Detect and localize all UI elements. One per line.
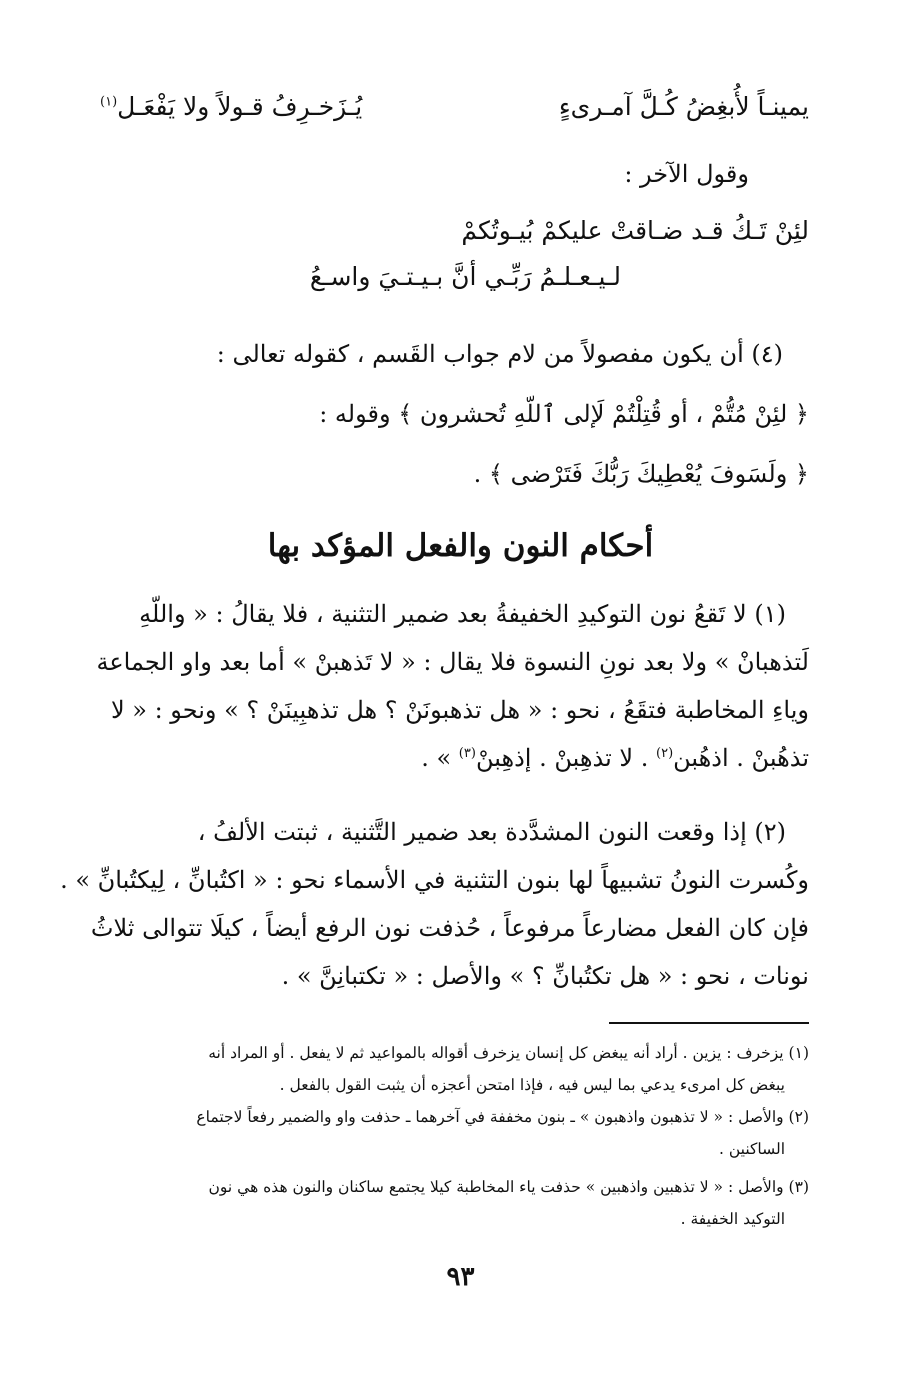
para2-line3: فإن كان الفعل مضارعاً مرفوعاً ، حُذفت نون الرفع أيضاً ، كيلَا تتوالى ثلاثُ [90, 914, 809, 942]
footnote-separator [609, 1022, 809, 1024]
footnote-1-line2: يبغض كل امرىء يدعي بما ليس فيه ، فإذا امتحن أعجزه أن يثبت القول بالفعل . [279, 1076, 785, 1094]
footnote-3-line1: (٣) والأصل : « لا تذهبين واذهبين » حذفت ياء المخاطبة كيلا يجتمع ساكنان والنون هذه هي نون [208, 1178, 809, 1196]
section-heading: أحكام النون والفعل المؤكد بها [267, 528, 654, 564]
footnote-1-line1: (١) يزخرف : يزين . أراد أنه يبغض كل إنسان يزخرف أقواله بالمواعيد ثم لا يفعل . أو المراد أنه [208, 1044, 809, 1062]
poem2-hemistich-b: لـيـعـلـمُ رَبِّـي أنَّ بـيـتـيَ واسـعُ [309, 262, 621, 291]
footnote-ref-3: (٣) [458, 746, 476, 761]
para1-line4: تذهُبنْ . اذهُبن$^{(٢)}$ . لا تذهِبنْ . إذهِبنْ$^{(٣)}$ » . [421, 744, 809, 772]
intro-other: وقول الآخر : [624, 160, 749, 188]
rule4-line1: (٤) أن يكون مفصولاً من لام جواب القَسم ، كقوله تعالى : [216, 340, 783, 368]
para2-line2: وكُسرت النونُ تشبيهاً لها بنون التثنية في الأسماء نحو : « اكتُبانِّ ، لِيكتُبانِّ » . [60, 866, 809, 894]
para1-line1: (١) لا تَقعُ نون التوكيدِ الخفيفةُ بعد ضمير التثنية ، فلا يقالُ : « واللّهِ [139, 600, 786, 628]
footnote-ref-1: (١) [100, 94, 118, 110]
para2-line1: (٢) إذا وقعت النون المشدَّدة بعد ضمير التَّثنية ، ثبتت الألفُ ، [197, 818, 786, 846]
poem1-hemistich-b: يُـزَخـرِفُ قـولاً ولا يَفْعَـل$^{(١)}$ [100, 92, 363, 121]
page-number: ٩٣ [446, 1262, 475, 1292]
footnote-2-line2: الساكنين . [719, 1140, 785, 1158]
para1-line2: لَتذهبانْ » ولا بعد نونِ النسوة فلا يقال : « لا تَذهبنْ » أما بعد واو الجماعة [96, 648, 809, 676]
poem1-hemistich-a: يمينـاً لأُبغِضُ كُـلَّ آمـرىءٍ [558, 92, 809, 121]
para1-line3: وياءِ المخاطبة فتقَعُ ، نحو : « هل تذهبونَنْ ؟ هل تذهبِينَنْ ؟ » ونحو : « لا [110, 696, 809, 724]
footnote-ref-2: (٢) [656, 746, 674, 761]
para2-line4: نونات ، نحو : « هل تكتُبانِّ ؟ » والأصل : « تكتبانِنَّ » . [281, 962, 809, 990]
rule4-line3: ﴿ ولَسَوفَ يُعْطِيكَ رَبُّكَ فَتَرْضى ﴾ . [473, 460, 809, 488]
poem2-hemistich-a: لئِنْ تَـكُ قـد ضـاقتْ عليكمْ بُيـوتُكمْ [461, 216, 809, 245]
footnote-2-line1: (٢) والأصل : « لا تذهبون واذهبون » ـ بنون مخففة في آخرهما ـ حذفت واو والضمير رفعاً لاجتماع [196, 1108, 809, 1126]
poem1-verse [100, 92, 809, 121]
footnote-3-line2: التوكيد الخفيفة . [680, 1210, 785, 1228]
rule4-line2: ﴿ لئِنْ مُتُّمْ ، أو قُتِلْتُمْ لَإلى ٱللّهِ تُحشرون ﴾ وقوله : [319, 400, 809, 428]
